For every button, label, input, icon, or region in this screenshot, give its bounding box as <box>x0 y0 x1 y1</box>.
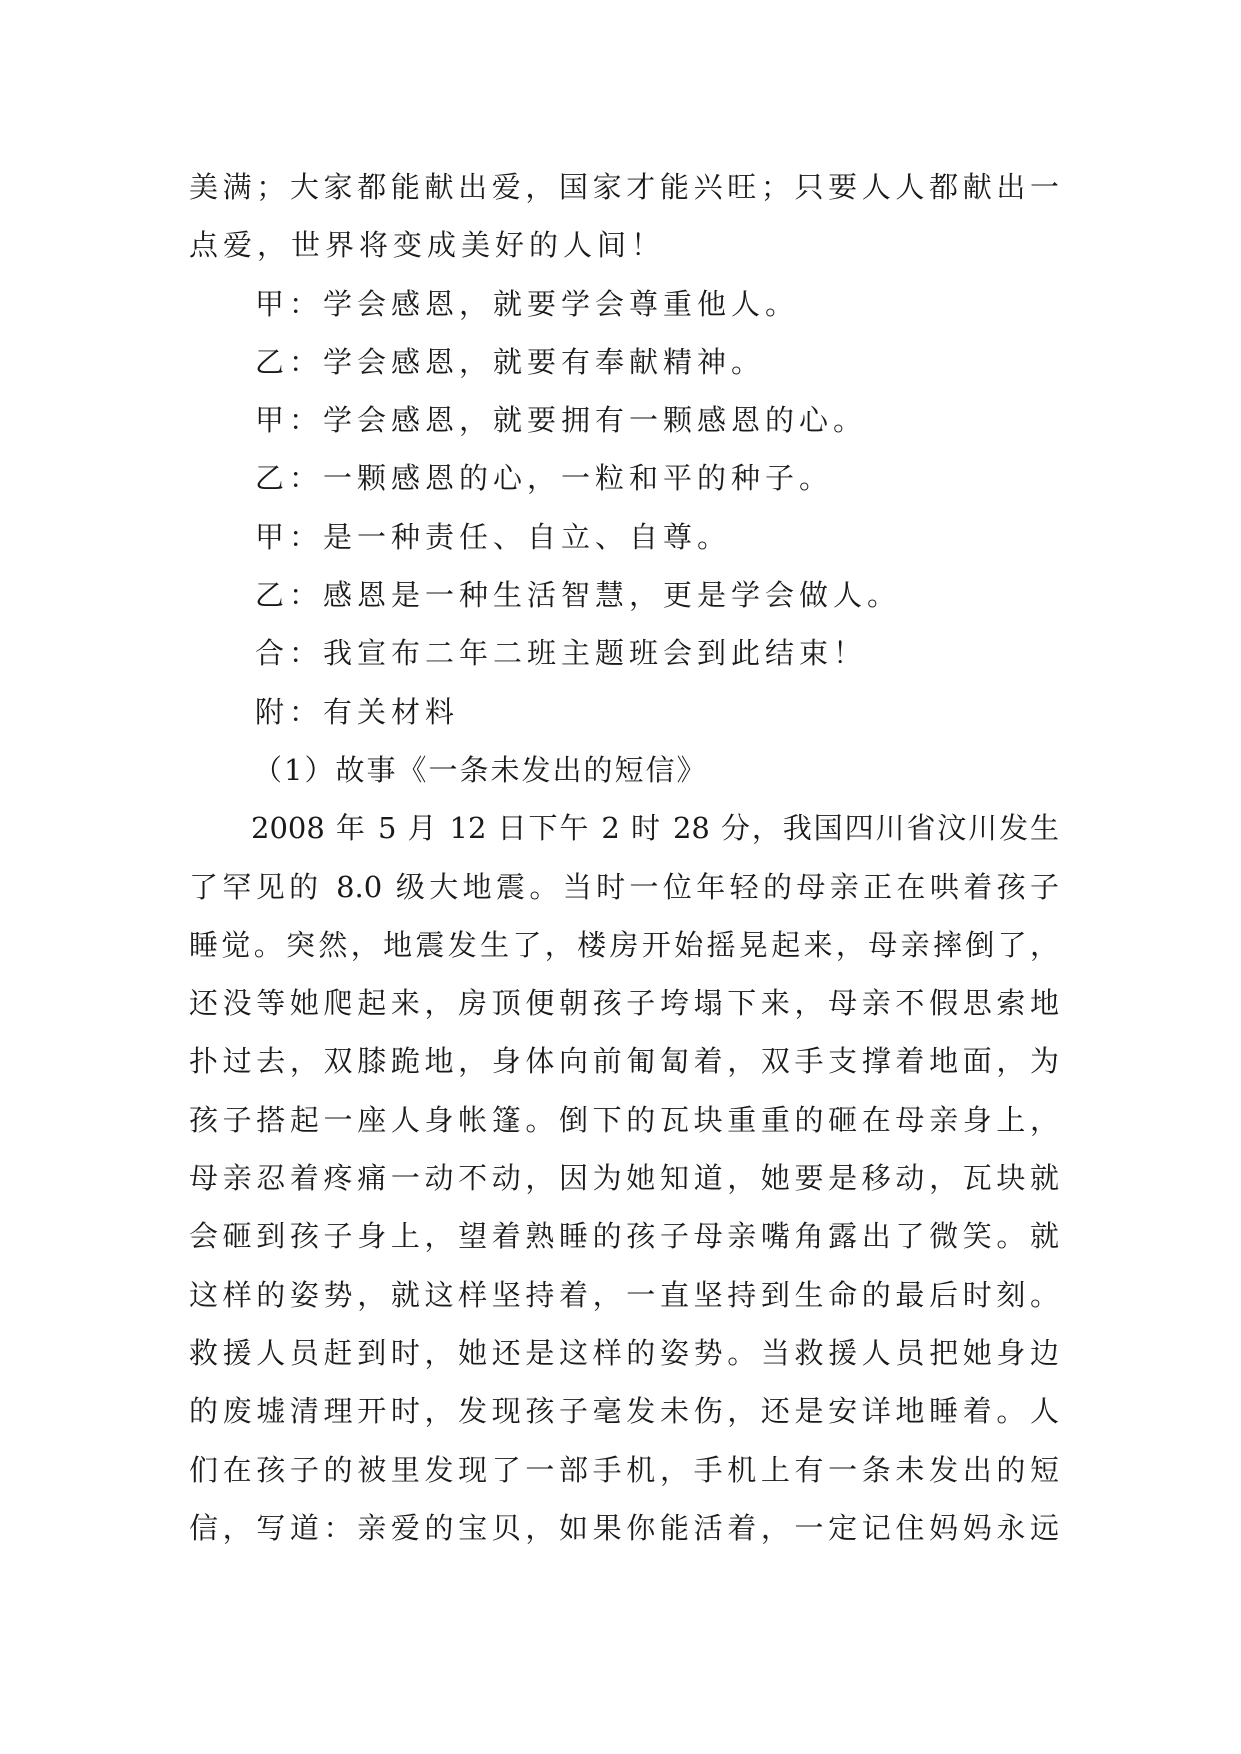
story-line: 了罕见的 8.0 级大地震。当时一位年轻的母亲正在哄着孩子 <box>189 869 1059 904</box>
story-line: 信，写道：亲爱的宝贝，如果你能活着，一定记住妈妈永远 <box>189 1510 1059 1545</box>
story-line: 的废墟清理开时，发现孩子毫发未伤，还是安详地睡着。人 <box>189 1394 1059 1429</box>
story-line: 扑过去，双膝跪地，身体向前匍匐着，双手支撑着地面，为 <box>189 1044 1059 1079</box>
dialogue-line: 甲：学会感恩，就要拥有一颗感恩的心。 <box>255 403 868 438</box>
paragraph-line: 美满；大家都能献出爱，国家才能兴旺；只要人人都献出一 <box>189 170 1059 204</box>
document-body <box>189 158 1059 1557</box>
story-line: 这样的姿势，就这样坚持着，一直坚持到生命的最后时刻。 <box>189 1277 1059 1312</box>
story-line: 会砸到孩子身上，望着熟睡的孩子母亲嘴角露出了微笑。就 <box>189 1219 1059 1254</box>
section-heading: （1）故事《一条未发出的短信》 <box>253 752 708 787</box>
story-line: 们在孩子的被里发现了一部手机，手机上有一条未发出的短 <box>189 1452 1059 1487</box>
dialogue-line: 甲：是一种责任、自立、自尊。 <box>255 519 732 554</box>
dialogue-line: 乙：感恩是一种生活智慧，更是学会做人。 <box>255 578 902 613</box>
paragraph-line: 点爱，世界将变成美好的人间！ <box>189 228 666 263</box>
story-line: 孩子搭起一座人身帐篷。倒下的瓦块重重的砸在母亲身上， <box>189 1102 1059 1137</box>
story-line: 睡觉。突然，地震发生了，楼房开始摇晃起来，母亲摔倒了， <box>189 927 1059 962</box>
story-line: 2008 年 5 月 12 日下午 2 时 28 分，我国四川省汶川发生 <box>251 811 1059 846</box>
story-line: 还没等她爬起来，房顶便朝孩子垮塌下来，母亲不假思索地 <box>189 986 1059 1021</box>
dialogue-line: 乙：一颗感恩的心，一粒和平的种子。 <box>255 461 834 496</box>
story-line: 母亲忍着疼痛一动不动，因为她知道，她要是移动，瓦块就 <box>189 1161 1059 1196</box>
story-line: 救援人员赶到时，她还是这样的姿势。当救援人员把她身边 <box>189 1335 1059 1370</box>
dialogue-line: 乙：学会感恩，就要有奉献精神。 <box>255 344 766 379</box>
appendix-label: 附：有关材料 <box>255 694 460 729</box>
dialogue-line: 合：我宣布二年二班主题班会到此结束！ <box>255 636 868 671</box>
dialogue-line: 甲：学会感恩，就要学会尊重他人。 <box>255 286 800 321</box>
